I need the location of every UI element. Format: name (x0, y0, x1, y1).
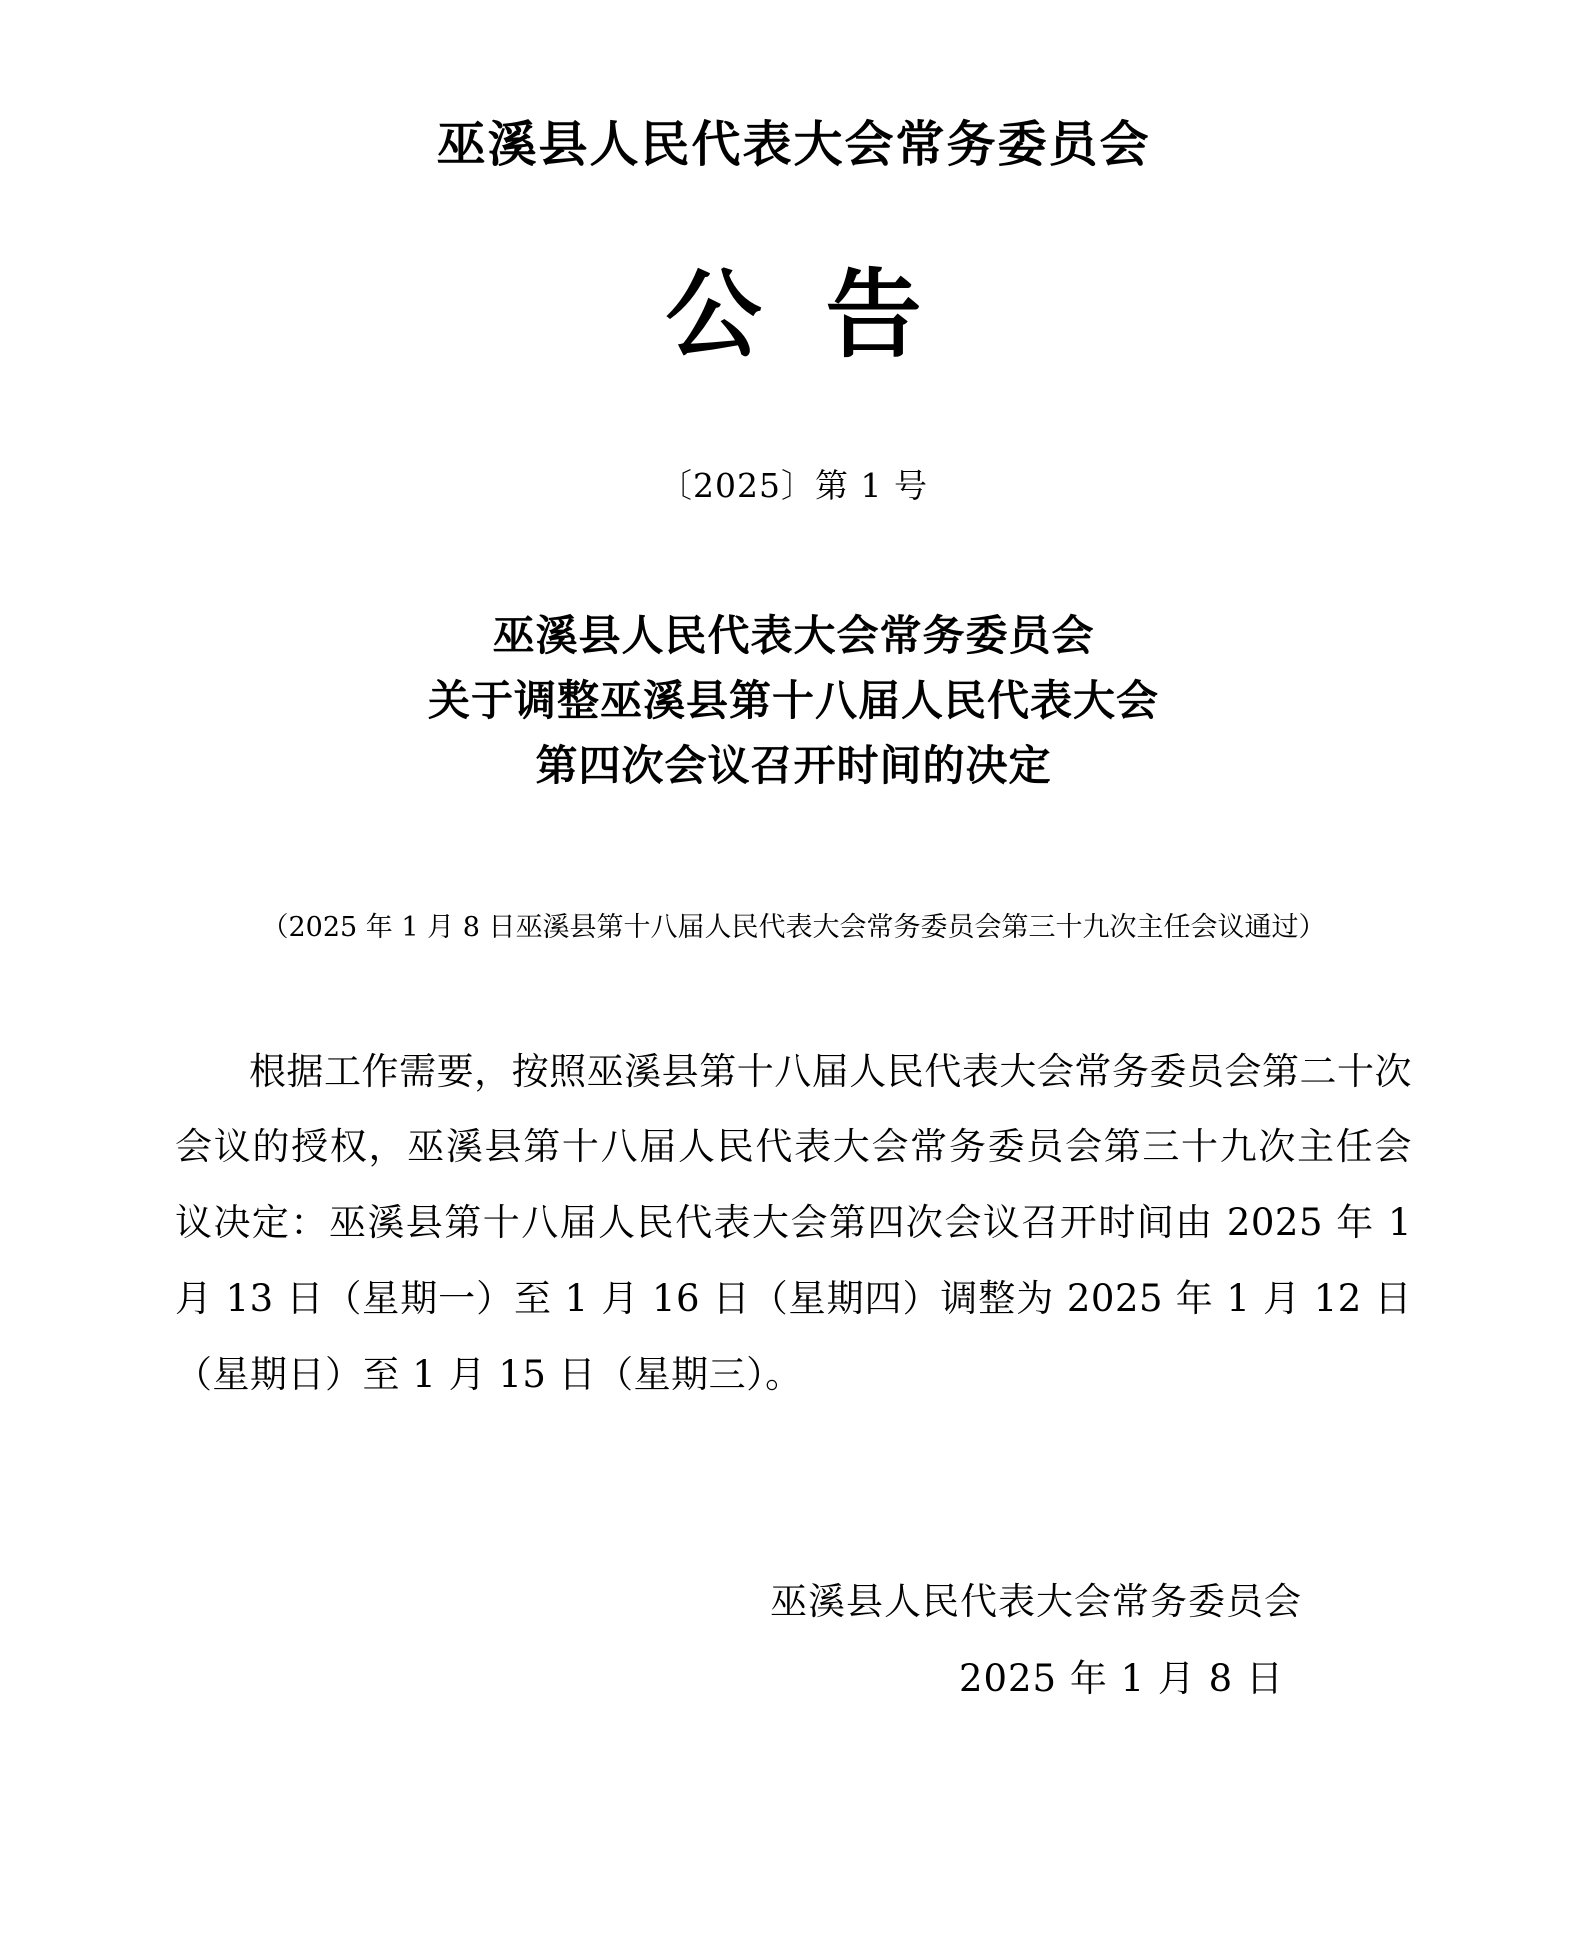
signature-date: 2025 年 1 月 8 日 (958, 1657, 1284, 1701)
document-number: 〔2025〕第 1 号 (659, 466, 928, 506)
announcement-heading: 公告 (665, 258, 986, 372)
decision-title (175, 603, 1412, 798)
signature-organization: 巫溪县人民代表大会常务委员会 (770, 1579, 1302, 1623)
signature-block (175, 1563, 1412, 1718)
issuing-organization-title: 巫溪县人民代表大会常务委员会 (436, 115, 1151, 173)
decision-title-line-3: 第四次会议召开时间的决定 (535, 741, 1052, 791)
body-paragraph: 根据工作需要，按照巫溪县第十八届人民代表大会常务委员会第二十次会议的授权，巫溪县第十八届人民代表大会常务委员会第三十九次主任会议决定：巫溪县第十八届人民代表大会第四次会议召开时间由 2025 年 1 月 13 日（星期一）至 1 月 16 日（星期四）调整为 2025 年 1 月 12 日（星期日）至 1 月 15 日（星期三）。 (175, 1049, 1412, 1396)
decision-title-line-2: 关于调整巫溪县第十八届人民代表大会 (427, 676, 1159, 726)
adoption-note: （2025 年 1 月 8 日巫溪县第十八届人民代表大会常务委员会第三十九次主任会议通过） (261, 912, 1326, 944)
decision-title-line-1: 巫溪县人民代表大会常务委员会 (492, 611, 1095, 661)
